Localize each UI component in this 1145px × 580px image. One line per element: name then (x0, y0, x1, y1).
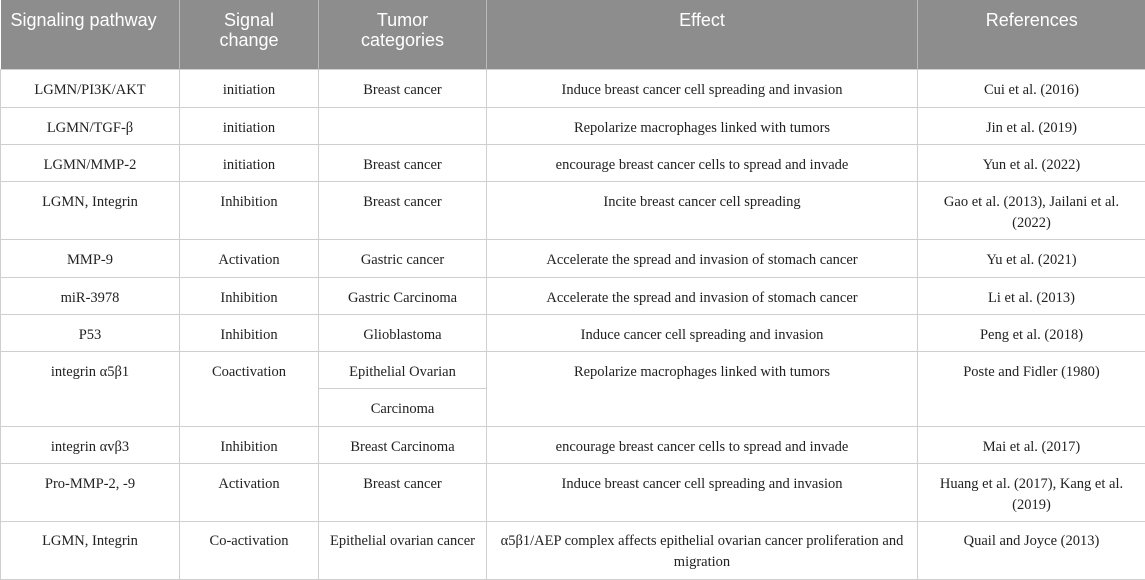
cell-effect: α5β1/AEP complex affects epithelial ovarian cancer proliferation and migration (487, 521, 918, 579)
cell-signal: Activation (180, 239, 319, 277)
header-pathway: Signaling pathway (1, 0, 180, 69)
cell-pathway: integrin α5β1 (1, 351, 180, 426)
cell-signal: initiation (180, 69, 319, 107)
cell-tumor: Breast cancer (319, 69, 487, 107)
table-row (1, 463, 1145, 521)
table-row (1, 426, 1145, 463)
cell-signal: initiation (180, 144, 319, 181)
header-row (1, 0, 1145, 69)
cell-pathway: LGMN/TGF-β (1, 107, 180, 144)
cell-tumor: Breast cancer (319, 144, 487, 181)
cell-tumor: Epithelial ovarian cancer (319, 521, 487, 579)
cell-references: Quail and Joyce (2013) (918, 521, 1145, 579)
cell-effect: Induce breast cancer cell spreading and invasion (487, 463, 918, 521)
cell-signal: Inhibition (180, 181, 319, 239)
cell-effect: Accelerate the spread and invasion of stomach cancer (487, 277, 918, 314)
cell-tumor: Breast cancer (319, 463, 487, 521)
cell-tumor: Epithelial Ovarian (319, 351, 487, 388)
cell-references: Huang et al. (2017), Kang et al. (2019) (918, 463, 1145, 521)
cell-signal: initiation (180, 107, 319, 144)
cell-references: Yun et al. (2022) (918, 144, 1145, 181)
cell-signal: Activation (180, 463, 319, 521)
header-tumor-categories: Tumor categories (319, 0, 487, 69)
cell-signal: Inhibition (180, 277, 319, 314)
cell-tumor: Gastric cancer (319, 239, 487, 277)
cell-pathway: miR-3978 (1, 277, 180, 314)
cell-pathway: P53 (1, 314, 180, 351)
cell-tumor: Carcinoma (319, 388, 487, 426)
cell-pathway: LGMN, Integrin (1, 521, 180, 579)
cell-effect: Induce breast cancer cell spreading and invasion (487, 69, 918, 107)
cell-effect: Induce cancer cell spreading and invasion (487, 314, 918, 351)
cell-pathway: MMP-9 (1, 239, 180, 277)
cell-tumor: Breast Carcinoma (319, 426, 487, 463)
table-row (1, 144, 1145, 181)
cell-pathway: LGMN/PI3K/AKT (1, 69, 180, 107)
cell-references: Poste and Fidler (1980) (918, 351, 1145, 426)
cell-tumor: Gastric Carcinoma (319, 277, 487, 314)
cell-signal: Co-activation (180, 521, 319, 579)
table-row (1, 521, 1145, 579)
cell-references: Gao et al. (2013), Jailani et al. (2022) (918, 181, 1145, 239)
header-signal-change: Signal change (180, 0, 319, 69)
cell-effect: Repolarize macrophages linked with tumors (487, 107, 918, 144)
table-row (1, 239, 1145, 277)
cell-effect: Accelerate the spread and invasion of stomach cancer (487, 239, 918, 277)
cell-signal: Inhibition (180, 426, 319, 463)
cell-references: Mai et al. (2017) (918, 426, 1145, 463)
cell-references: Yu et al. (2021) (918, 239, 1145, 277)
cell-references: Peng et al. (2018) (918, 314, 1145, 351)
cell-effect: Repolarize macrophages linked with tumors (487, 351, 918, 426)
cell-references: Jin et al. (2019) (918, 107, 1145, 144)
cell-tumor (319, 107, 487, 144)
cell-tumor: Breast cancer (319, 181, 487, 239)
header-references: References (918, 0, 1145, 69)
table-row (1, 181, 1145, 239)
table-row (1, 351, 1145, 388)
table-row (1, 107, 1145, 144)
cell-pathway: integrin αvβ3 (1, 426, 180, 463)
cell-signal: Inhibition (180, 314, 319, 351)
table-row (1, 314, 1145, 351)
cell-effect: encourage breast cancer cells to spread and invade (487, 426, 918, 463)
cell-pathway: LGMN/MMP-2 (1, 144, 180, 181)
cell-effect: Incite breast cancer cell spreading (487, 181, 918, 239)
cell-pathway: LGMN, Integrin (1, 181, 180, 239)
cell-references: Li et al. (2013) (918, 277, 1145, 314)
cell-effect: encourage breast cancer cells to spread and invade (487, 144, 918, 181)
cell-references: Cui et al. (2016) (918, 69, 1145, 107)
cell-pathway: Pro-MMP-2, -9 (1, 463, 180, 521)
header-effect: Effect (487, 0, 918, 69)
cell-signal: Coactivation (180, 351, 319, 426)
table-row (1, 69, 1145, 107)
cell-tumor: Glioblastoma (319, 314, 487, 351)
table-row (1, 277, 1145, 314)
